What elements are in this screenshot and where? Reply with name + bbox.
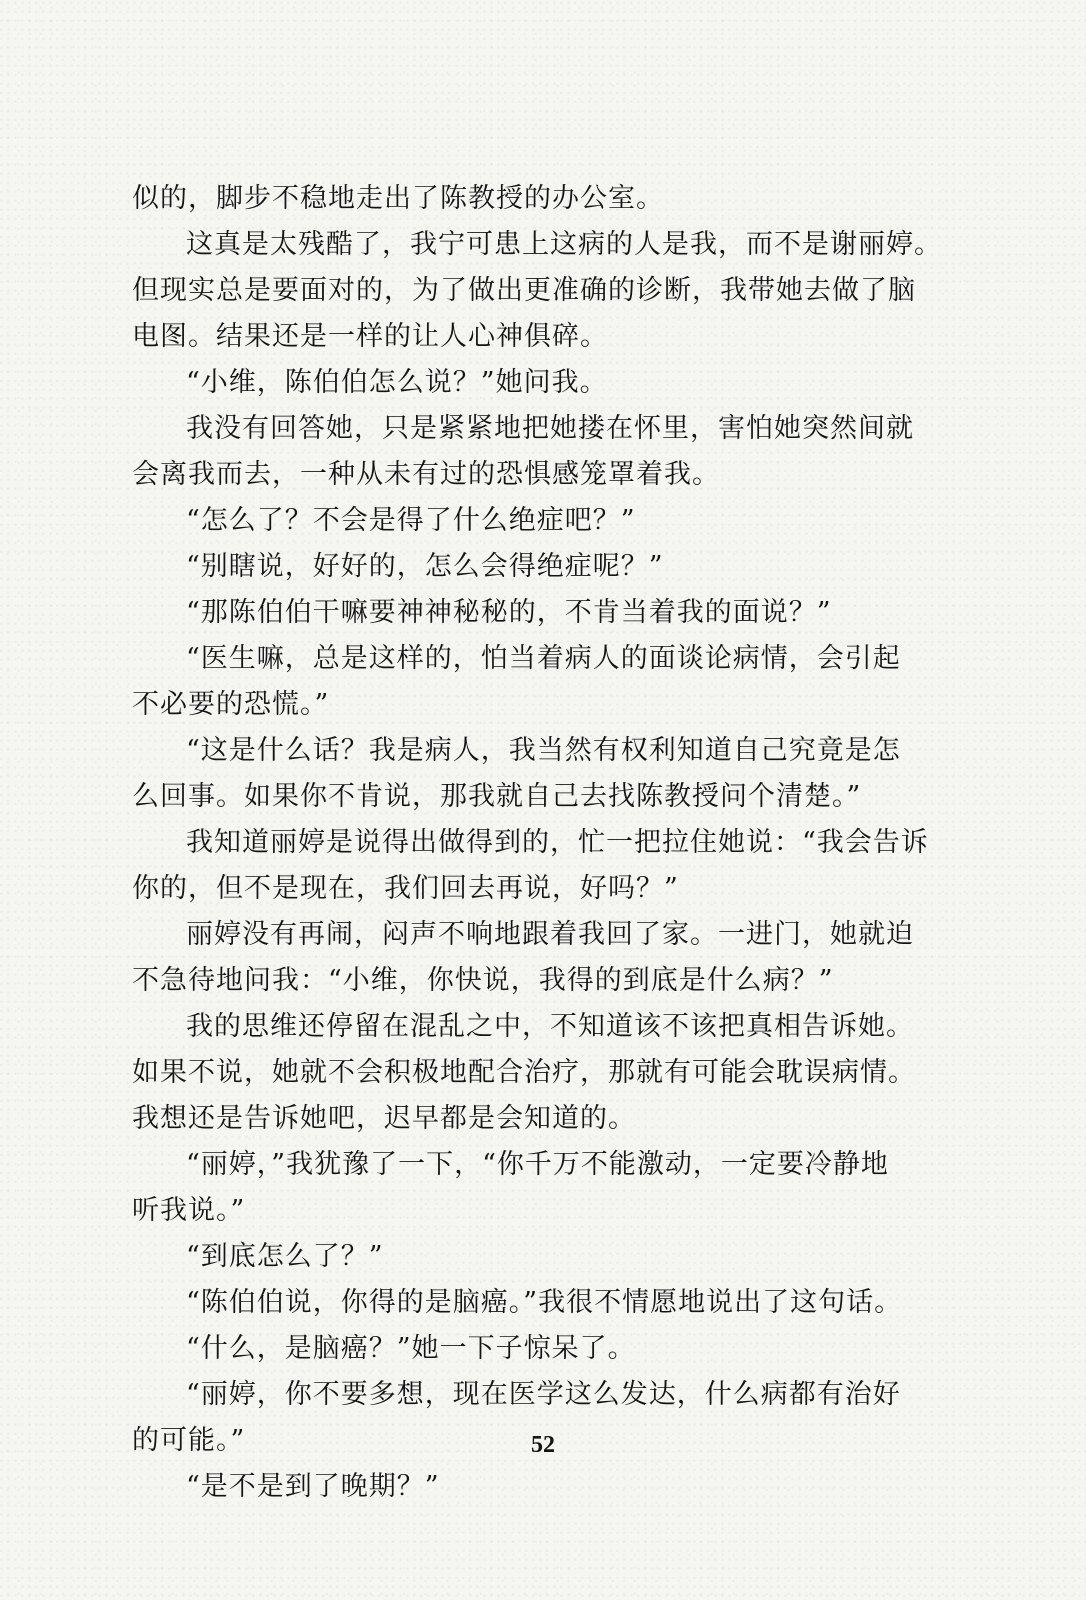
text-line: “小维，陈伯伯怎么说？”她问我。 (186, 367, 608, 398)
text-line: 你的，但不是现在，我们回去再说，好吗？” (132, 873, 679, 904)
text-line: “陈伯伯说，你得的是脑癌。”我很不情愿地说出了这句话。 (186, 1287, 903, 1318)
text-line: 如果不说，她就不会积极地配合治疗，那就有可能会耽误病情。 (132, 1057, 916, 1088)
text-line: 么回事。如果你不肯说，那我就自己去找陈教授问个清楚。” (132, 781, 862, 812)
text-line: 我想还是告诉她吧，迟早都是会知道的。 (132, 1103, 636, 1134)
text-line: 我的思维还停留在混乱之中，不知道该不该把真相告诉她。 (186, 1011, 914, 1042)
text-line: “到底怎么了？” (186, 1241, 384, 1272)
text-line: “别瞎说，好好的，怎么会得绝症呢？” (186, 551, 664, 582)
page-number: 52 (531, 1432, 555, 1458)
text-line: 会离我而去，一种从未有过的恐惧感笼罩着我。 (132, 459, 720, 490)
text-line: 我没有回答她，只是紧紧地把她搂在怀里，害怕她突然间就 (186, 413, 914, 444)
text-line: 似的，脚步不稳地走出了陈教授的办公室。 (132, 183, 664, 214)
text-line: “是不是到了晚期？” (186, 1471, 440, 1502)
text-line: “丽婷，”我犹豫了一下，“你千万不能激动，一定要冷静地 (186, 1149, 889, 1180)
text-line: “那陈伯伯干嘛要神神秘秘的，不肯当着我的面说？” (186, 597, 832, 628)
text-line: “医生嘛，总是这样的，怕当着病人的面谈论病情，会引起 (186, 643, 901, 674)
text-line: 我知道丽婷是说得出做得到的，忙一把拉住她说：“我会告诉 (186, 827, 929, 858)
text-line: 电图。结果还是一样的让人心神俱碎。 (132, 321, 608, 352)
text-line: “怎么了？不会是得了什么绝症吧？” (186, 505, 636, 536)
text-line: 不必要的恐慌。” (132, 689, 330, 720)
body-text (132, 176, 952, 1510)
text-line: “什么，是脑癌？”她一下子惊呆了。 (186, 1333, 636, 1364)
text-line: “丽婷，你不要多想，现在医学这么发达，什么病都有治好 (186, 1379, 901, 1410)
text-line: “这是什么话？我是病人，我当然有权利知道自己究竟是怎 (186, 735, 901, 766)
text-line: 不急待地问我：“小维，你快说，我得的到底是什么病？” (132, 965, 834, 996)
text-line: 听我说。” (132, 1195, 246, 1226)
text-line: 的可能。” (132, 1425, 246, 1456)
text-line: 但现实总是要面对的，为了做出更准确的诊断，我带她去做了脑 (132, 275, 916, 306)
text-line: 这真是太残酷了，我宁可患上这病的人是我，而不是谢丽婷。 (186, 229, 942, 260)
text-line: 丽婷没有再闹，闷声不响地跟着我回了家。一进门，她就迫 (186, 919, 914, 950)
